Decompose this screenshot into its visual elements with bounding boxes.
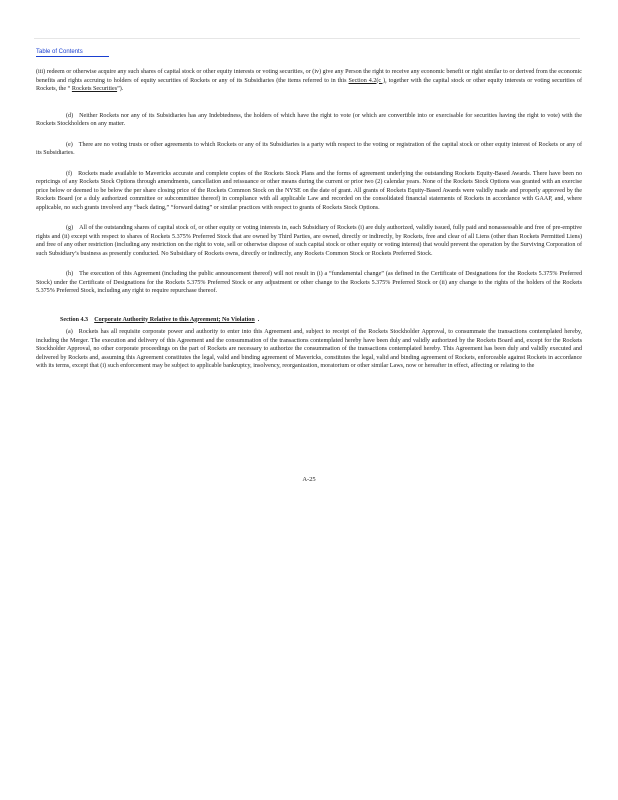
- paragraph-f: [36, 170, 582, 213]
- paragraph-h: [36, 270, 582, 296]
- paragraph-label: (g): [66, 225, 74, 231]
- paragraph-text: ”).: [117, 86, 124, 92]
- section-number: Section 4.3: [60, 316, 89, 323]
- paragraph-label: (d): [66, 112, 74, 119]
- defined-term-rockets-securities: Rockets Securities: [71, 86, 118, 92]
- paragraph-text: (iii) redeem or otherwise acquire any such shares of capital stock or other equity interests or voting securities, or (iv) give any Person the right to receive any economic benefit or right similar to or derived from the economic benefits and rights accruing to holders of equity securities of Rockets or any of its Subsidiaries (the items referred to in this: [36, 69, 582, 84]
- paragraph-g: [36, 224, 582, 258]
- paragraph-iii-continuation: [36, 68, 582, 94]
- paragraph-text: All of the outstanding shares of capital stock of, or other equity or voting interests in, each Subsidiary of Rockets (i) are duly authorized, validly issued, fully paid and nonassessable and free of pre-emptive rights and (ii) except with respect to shares of Rockets 5.375% Preferred Stock that are owned by Third Parties, are owned, directly or indirectly, by Rockets, free and clear of all Liens (other than Rockets Permitted Liens) and free of any other restriction (including any restriction on the right to vote, sell or otherwise dispose of such capital stock or other equity or voting interest) that would prevent the operation by the Surviving Corporation of such Subsidiary’s business as presently conducted. No Subsidiary of Rockets owns, directly or indirectly, any Rockets Common Stock or Rockets Preferred Stock.: [36, 225, 582, 257]
- header-divider: [34, 38, 580, 39]
- paragraph-text: Rockets has all requisite corporate power and authority to enter into this Agreement and, subject to receipt of the Rockets Stockholder Approval, to consummate the transactions contemplated hereby, including the Merger. The execution and delivery of this Agreement and the consummation of the transactions contemplated hereby have been duly and validly authorized by the Rockets Board and, except for the Rockets Stockholder Approval, no other corporate proceedings on the part of Rockets are necessary to authorize the consummation of the transactions contemplated hereby. This Agreement has been duly and validly executed and delivered by Rockets and, assuming this Agreement constitutes the legal, valid and binding agreement of Mavericks, constitutes the legal, valid and binding agreement of Rockets, enforceable against Rockets in accordance with its terms, except that (i) such enforcement may be subject to applicable bankruptcy, insolvency, reorganization, moratorium or other similar Laws, now or hereafter in effect, affecting or relating to the: [36, 329, 582, 369]
- section-title-period: .: [257, 316, 260, 323]
- paragraph-text: Neither Rockets nor any of its Subsidiaries has any Indebtedness, the holders of which have the right to vote (or which are convertible into or exercisable for securities having the right to vote) with the Rockets Stockholders on any matter.: [36, 112, 582, 127]
- table-of-contents-link[interactable]: Table of Contents: [36, 48, 109, 57]
- paragraph-label: (e): [66, 141, 73, 148]
- paragraph-d: [36, 112, 582, 129]
- section-4-3-heading: [36, 316, 582, 325]
- section-cross-reference-link[interactable]: Section 4.2(c ): [348, 77, 386, 84]
- paragraph-4-3-a: [36, 328, 582, 371]
- paragraph-e: [36, 141, 582, 158]
- page-number: A-25: [302, 476, 316, 483]
- paragraph-text: , together with the capital stock or other equity interests or voting securities of Rockets, the “: [36, 77, 582, 92]
- paragraph-text: The execution of this Agreement (including the public announcement thereof) will not result in (i) a “fundamental change” (as defined in the Certificate of Designations for the Rockets 5.375% Preferred Stock) under the Certificate of Designations for the Rockets 5.375% Preferred Stock or any adjustment or other change to the Rockets 5.375% Preferred Stock or (ii) any change to the rights of the holders of the Rockets 5.375% Preferred Stock, including any right to require repurchase thereof.: [36, 271, 582, 294]
- paragraph-text: There are no voting trusts or other agreements to which Rockets or any of its Subsidiaries is a party with respect to the voting or registration of the capital stock or other equity interest of Rockets or any of its Subsidiaries.: [36, 141, 582, 156]
- paragraph-label: (h): [66, 271, 74, 277]
- paragraph-label: (f): [66, 170, 73, 177]
- paragraph-text: Rockets made available to Mavericks accurate and complete copies of the Rockets Stock Plans and the forms of agreement underlying the outstanding Rockets Equity-Based Awards. There have been no repricings of any Rockets Stock Options through amendments, cancellation and reissuance or other means during the current or prior two (2) calendar years. None of the Rockets Stock Options was granted with an exercise price below or deemed to be below the per share closing price of the Rockets Common Stock on the NYSE on the date of grant. All grants of Rockets Equity-Based Awards were validly made and properly approved by the Rockets Board (or a duly authorized committee or subcommittee thereof) in compliance with all applicable Law and recorded on the consolidated financial statements of Rockets in accordance with GAAP, and, where applicable, no such grants involved any “back dating,” “forward dating” or similar practices with respect to grants of Rockets Stock Options.: [36, 170, 582, 211]
- document-body: [36, 68, 582, 383]
- paragraph-label: (a): [66, 329, 73, 335]
- section-title: Corporate Authority Relative to this Agreement; No Violation: [94, 316, 255, 323]
